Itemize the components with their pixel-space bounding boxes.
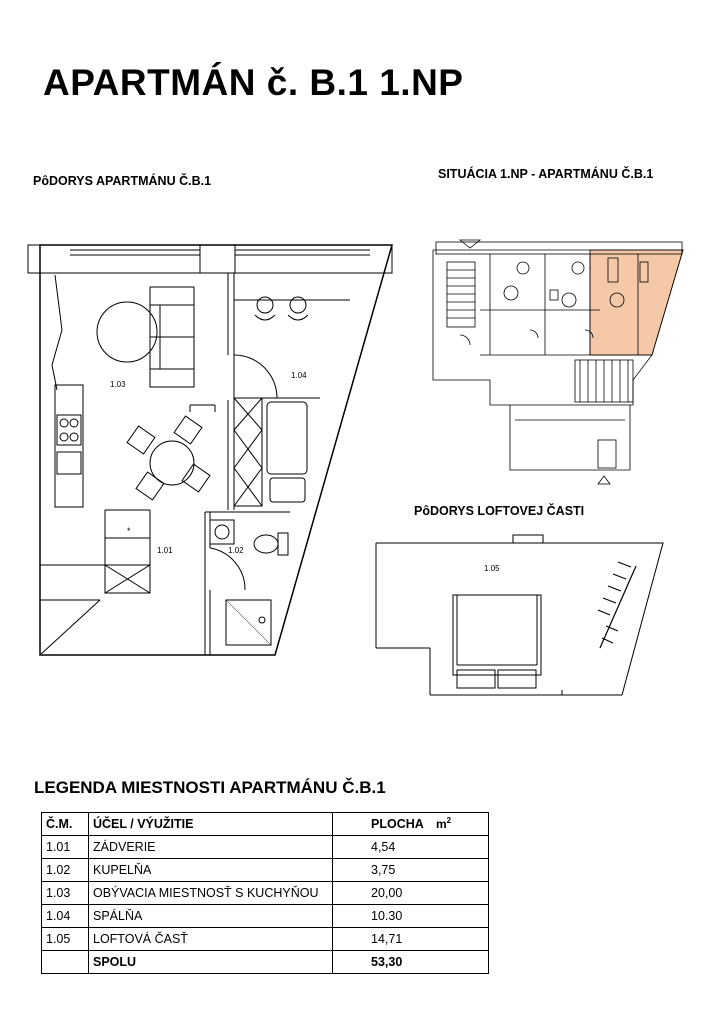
row-area: 3,75 xyxy=(333,859,489,882)
row-purpose: SPÁLŇA xyxy=(89,905,333,928)
row-number: 1.03 xyxy=(42,882,89,905)
legend-title: LEGENDA MIESTNOSTI APARTMÁNU Č.B.1 xyxy=(34,778,386,797)
page-title: APARTMÁN č. B.1 1.NP xyxy=(43,62,464,103)
row-number: 1.02 xyxy=(42,859,89,882)
table-row xyxy=(42,882,489,905)
row-number: 1.04 xyxy=(42,905,89,928)
total-area: 53,30 xyxy=(333,951,489,974)
table-row xyxy=(42,859,489,882)
total-number xyxy=(42,951,89,974)
header-area: PLOCHA xyxy=(333,813,489,836)
row-purpose: ZÁDVERIE xyxy=(89,836,333,859)
floorplan-heading: PôDORYS APARTMÁNU Č.B.1 xyxy=(33,174,212,188)
apartment-floorplan xyxy=(28,245,392,655)
table-row xyxy=(42,928,489,951)
loft-heading: PôDORYS LOFTOVEJ ČASTI xyxy=(414,504,585,518)
asterisk-mark: * xyxy=(127,526,131,536)
legend-header-row xyxy=(42,813,489,836)
room-label-1-02: 1.02 xyxy=(228,546,244,555)
situation-heading: SITUÁCIA 1.NP - APARTMÁNU Č.B.1 xyxy=(438,167,654,181)
table-row xyxy=(42,836,489,859)
row-area: 20,00 xyxy=(333,882,489,905)
area-unit: $m^2$ xyxy=(436,816,452,831)
row-area: 14,71 xyxy=(333,928,489,951)
row-number: 1.01 xyxy=(42,836,89,859)
row-purpose: LOFTOVÁ ČASŤ xyxy=(89,928,333,951)
row-purpose: KUPELŇA xyxy=(89,859,333,882)
room-label-1-05: 1.05 xyxy=(484,564,500,573)
table-row xyxy=(42,905,489,928)
row-purpose: OBÝVACIA MIESTNOSŤ S KUCHYŇOU xyxy=(89,882,333,905)
situation-plan xyxy=(433,240,683,484)
room-label-1-01: 1.01 xyxy=(157,546,173,555)
total-row xyxy=(42,951,489,974)
legend-table xyxy=(41,812,489,974)
header-number: Č.M. xyxy=(42,813,89,836)
header-purpose: ÚČEL / VÝUŽITIE xyxy=(89,813,333,836)
row-area: 4,54 xyxy=(333,836,489,859)
room-label-1-04: 1.04 xyxy=(291,371,307,380)
row-area: 10.30 xyxy=(333,905,489,928)
row-number: 1.05 xyxy=(42,928,89,951)
total-label: SPOLU xyxy=(89,951,333,974)
room-label-1-03: 1.03 xyxy=(110,380,126,389)
loft-plan xyxy=(376,535,663,695)
